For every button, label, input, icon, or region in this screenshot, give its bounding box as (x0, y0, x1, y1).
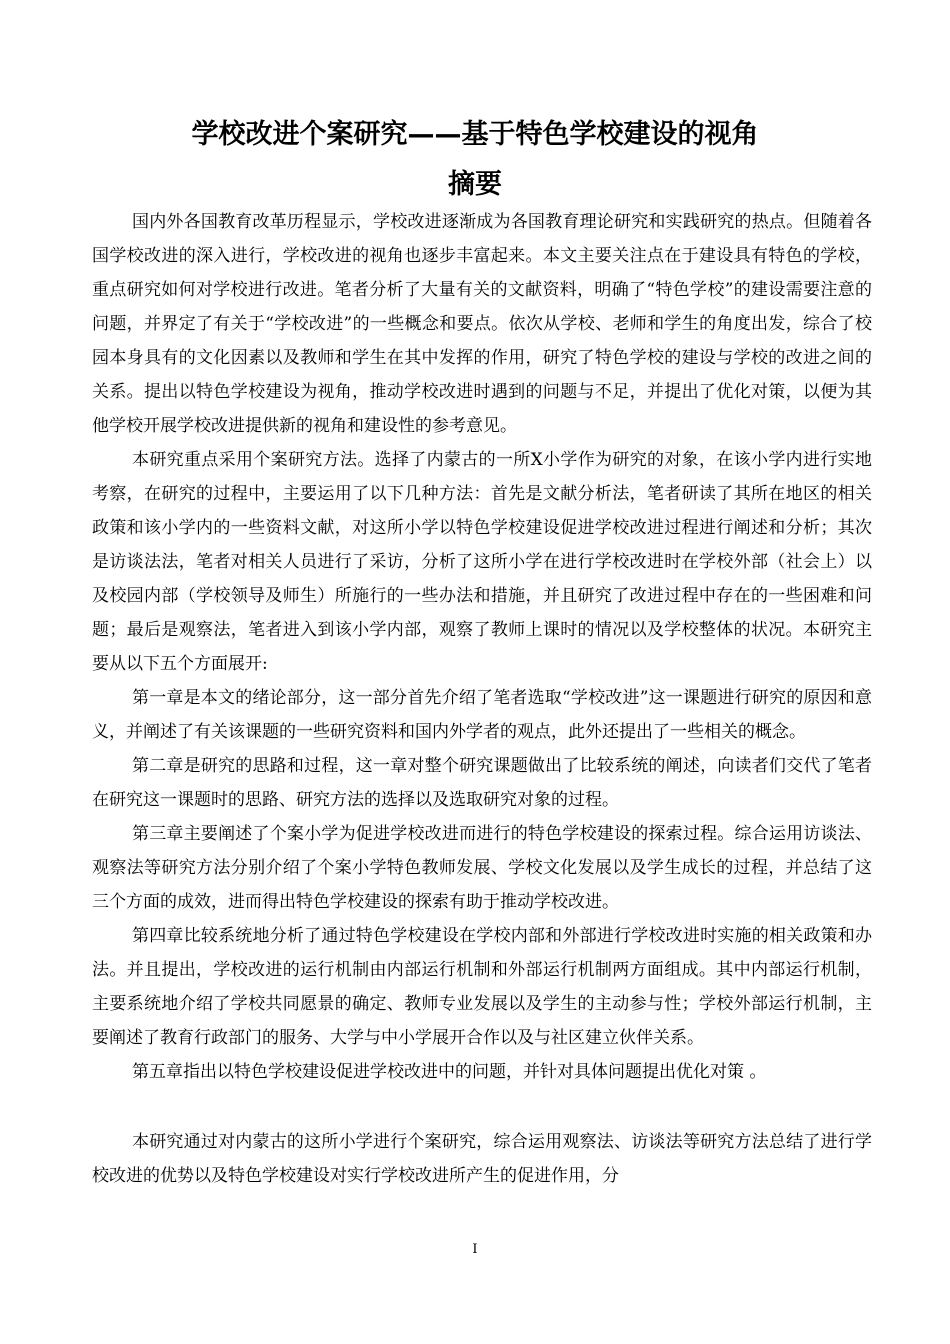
paragraph-5: 第三章主要阐述了个案小学为促进学校改进而进行的特色学校建设的探索过程。综合运用访谈法、观察法等研究方法分别介绍了个案小学特色教师发展、学校文化发展以及学生成长的过程，并总结了这三个方面的成效，进而得出特色学校建设的探索有助于推动学校改进。 (92, 824, 872, 912)
paragraph-gap (92, 1089, 872, 1125)
abstract-heading: 摘要 (448, 169, 502, 200)
paragraph-4: 第二章是研究的思路和过程，这一章对整个研究课题做出了比较系统的阐述，向读者们交代了笔者在研究这一课题时的思路、研究方法的选择以及选取研究对象的过程。 (92, 756, 872, 810)
abstract-body (92, 205, 872, 1193)
paragraph-3: 第一章是本文的绪论部分，这一部分首先介绍了笔者选取“学校改进”这一课题进行研究的原因和意义，并阐述了有关该课题的一些研究资料和国内外学者的观点，此外还提出了一些相关的概念。 (92, 688, 872, 742)
paragraph-2: 本研究重点采用个案研究方法。选择了内蒙古的一所X小学作为研究的对象，在该小学内进行实地考察，在研究的过程中，主要运用了以下几种方法：首先是文献分析法，笔者研读了其所在地区的相关政策和该小学内的一些资料文献，对这所小学以特色学校建设促进学校改进过程进行阐述和分析；其次是访谈法法，笔者对相关人员进行了采访，分析了这所小学在进行学校改进时在学校外部（社会上）以及校园内部（学校领导及师生）所施行的一些办法和措施，并且研究了改进过程中存在的一些困难和问题；最后是观察法，笔者进入到该小学内部，观察了教师上课时的情况以及学校整体的状况。本研究主要从以下五个方面展开: (92, 450, 872, 674)
paragraph-7: 第五章指出以特色学校建设促进学校改进中的问题，并针对具体问题提出优化对策 。 (132, 1062, 767, 1082)
page-number: I (472, 1242, 478, 1257)
paragraph-8: 本研究通过对内蒙古的这所小学进行个案研究，综合运用观察法、访谈法等研究方法总结了进行学校改进的优势以及特色学校建设对实行学校改进所产生的促进作用，分 (92, 1132, 872, 1186)
paragraph-6: 第四章比较系统地分析了通过特色学校建设在学校内部和外部进行学校改进时实施的相关政策和办法。并且提出，学校改进的运行机制由内部运行机制和外部运行机制两方面组成。其中内部运行机制，主要系统地介绍了学校共同愿景的确定、教师专业发展以及学生的主动参与性；学校外部运行机制，主要阐述了教育行政部门的服务、大学与中小学展开合作以及与社区建立伙伴关系。 (92, 926, 872, 1048)
document-title: 学校改进个案研究——基于特色学校建设的视角 (191, 119, 759, 150)
paragraph-1: 国内外各国教育改革历程显示，学校改进逐渐成为各国教育理论研究和实践研究的热点。但随着各国学校改进的深入进行，学校改进的视角也逐步丰富起来。本文主要关注点在于建设具有特色的学校，重点研究如何对学校进行改进。笔者分析了大量有关的文献资料，明确了“特色学校”的建设需要注意的问题，并界定了有关于“学校改进”的一些概念和要点。依次从学校、老师和学生的角度出发，综合了校园本身具有的文化因素以及教师和学生在其中发挥的作用，研究了特色学校的建设与学校的改进之间的关系。提出以特色学校建设为视角，推动学校改进时遇到的问题与不足，并提出了优化对策，以便为其他学校开展学校改进提供新的视角和建设性的参考意见。 (92, 212, 872, 436)
